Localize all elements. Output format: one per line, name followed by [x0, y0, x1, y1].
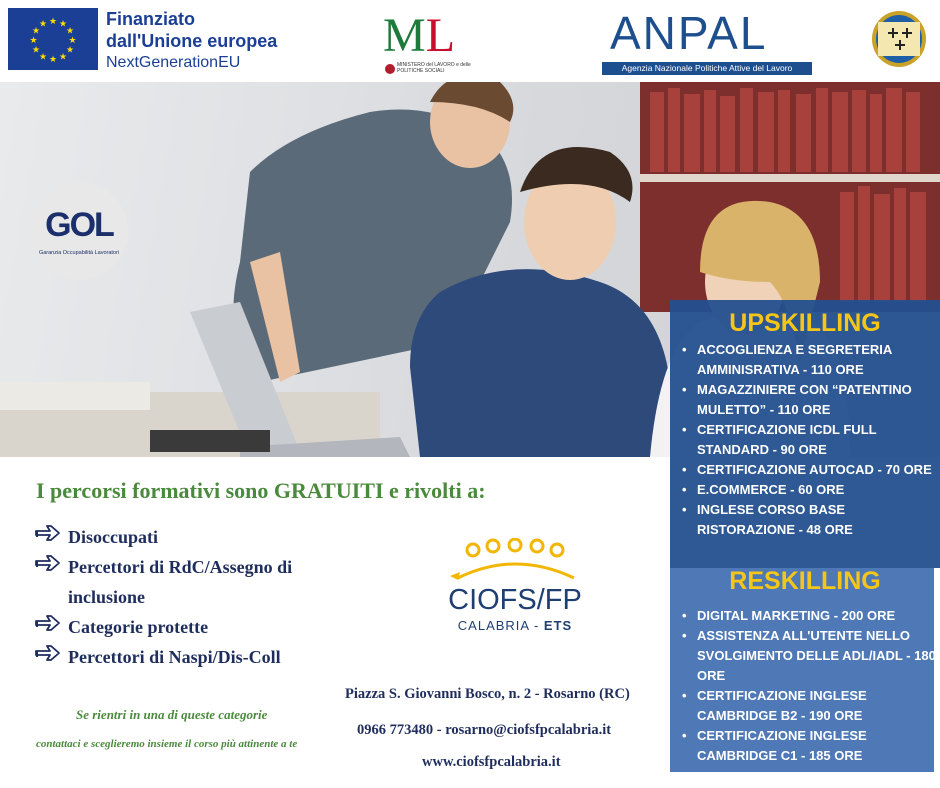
- eu-text-line3: NextGenerationEU: [106, 54, 241, 71]
- svg-text:★: ★: [58, 52, 68, 63]
- anpal-logo: [602, 8, 812, 76]
- website-link[interactable]: www.ciofsfpcalabria.it: [422, 754, 561, 770]
- pointing-hand-icon: [34, 643, 64, 667]
- calabria-region-crest-icon: [870, 10, 928, 68]
- svg-text:★: ★: [29, 36, 38, 46]
- ministry-seal-icon: [385, 64, 395, 74]
- gol-caption: Garanzia Occupabilità Lavoratori: [38, 250, 120, 256]
- note-line-1: Se rientri in una di queste categorie: [76, 707, 268, 722]
- ciofs-ets-label: ETS: [543, 618, 573, 633]
- logo-bar: [0, 0, 940, 82]
- ministry-caption: MINISTERO del LAVORO e delle POLITICHE SOCIALI: [397, 62, 471, 74]
- upskilling-course: • CERTIFICAZIONE AUTOCAD - 70 ORE: [680, 460, 938, 480]
- ciofs-region: [440, 618, 590, 634]
- upskilling-list: [680, 340, 938, 540]
- reskilling-course: • DIGITAL MARKETING - 200 ORE: [680, 606, 938, 626]
- phone-email[interactable]: 0966 773480 - rosarno@ciofsfpcalabria.it: [357, 722, 612, 738]
- reskilling-course: • ASSISTENZA ALL'UTENTE NELLO SVOLGIMENTO DELLE ADL/IADL - 180 ORE: [680, 626, 938, 686]
- svg-text:★: ★: [38, 52, 48, 63]
- pointing-hand-icon: [34, 613, 64, 637]
- svg-text:★: ★: [65, 26, 75, 37]
- address: Piazza S. Giovanni Bosco, n. 2 - Rosarno (RC): [345, 686, 630, 702]
- eu-text-line2: dall'Unione europea: [106, 31, 278, 51]
- gol-logo: [30, 182, 128, 280]
- pointing-hand-icon: [34, 523, 64, 547]
- anpal-subtitle: Agenzia Nazionale Politiche Attive del Lavoro: [602, 62, 812, 75]
- ciofs-name: CIOFS/FP: [448, 584, 582, 616]
- upskilling-course: • ACCOGLIENZA E SEGRETERIA AMMINISRATIVA - 110 ORE: [680, 340, 938, 380]
- eu-flag-logo: [8, 8, 98, 70]
- eu-funding-text: [106, 8, 277, 74]
- reskilling-course: • CERTIFICAZIONE INGLESE CAMBRIDGE B2 - 190 ORE: [680, 686, 938, 726]
- svg-text:★: ★: [65, 45, 75, 56]
- upskilling-title: UPSKILLING: [729, 309, 881, 337]
- category-label: Disoccupati: [68, 527, 158, 547]
- category-item: [34, 552, 334, 612]
- upskilling-course: • MAGAZZINIERE CON “PATENTINO MULETTO” - 110 ORE: [680, 380, 938, 420]
- svg-text:★: ★: [31, 45, 41, 56]
- upskilling-course: • E.COMMERCE - 60 ORE: [680, 480, 938, 500]
- svg-text:★: ★: [38, 19, 48, 30]
- upskilling-course: • INGLESE CORSO BASE RISTORAZIONE - 48 ORE: [680, 500, 938, 540]
- ciofs-logo: [440, 538, 590, 638]
- svg-text:★: ★: [48, 55, 58, 65]
- category-item: [34, 642, 334, 672]
- reskilling-title: RESKILLING: [729, 567, 881, 595]
- target-categories-list: [34, 522, 334, 672]
- headline: I percorsi formativi sono GRATUITI e rivolti a:: [36, 478, 486, 503]
- svg-text:★: ★: [48, 17, 58, 27]
- category-label: Categorie protette: [68, 617, 209, 637]
- reskilling-course: • CERTIFICAZIONE INGLESE CAMBRIDGE C1 - 185 ORE: [680, 726, 938, 766]
- note-line-2: contattaci e sceglieremo insieme il corso più attinente a te: [36, 738, 298, 750]
- ministry-logo: ML MINISTERO del LAVORO e delle POLITICHE SOCIALI: [383, 10, 473, 76]
- category-item: [34, 612, 334, 642]
- category-label: Percettori di RdC/Assegno di inclusione: [68, 557, 293, 607]
- upskilling-course: • CERTIFICAZIONE ICDL FULL STANDARD - 90 ORE: [680, 420, 938, 460]
- pointing-hand-icon: [34, 553, 64, 577]
- ciofs-region-label: CALABRIA -: [457, 618, 544, 633]
- category-item: [34, 522, 334, 552]
- category-label: Percettori di Naspi/Dis-Coll: [68, 647, 281, 667]
- svg-text:★: ★: [68, 36, 77, 46]
- reskilling-list: [680, 606, 938, 766]
- svg-text:★: ★: [31, 26, 41, 37]
- gol-wordmark: GOL: [45, 206, 113, 244]
- eu-text-line1: Finanziato: [106, 9, 195, 29]
- ciofs-arc-icon: [440, 538, 590, 584]
- courses-panel: [670, 300, 940, 772]
- svg-text:★: ★: [58, 19, 68, 30]
- anpal-wordmark: ANPAL: [610, 7, 768, 59]
